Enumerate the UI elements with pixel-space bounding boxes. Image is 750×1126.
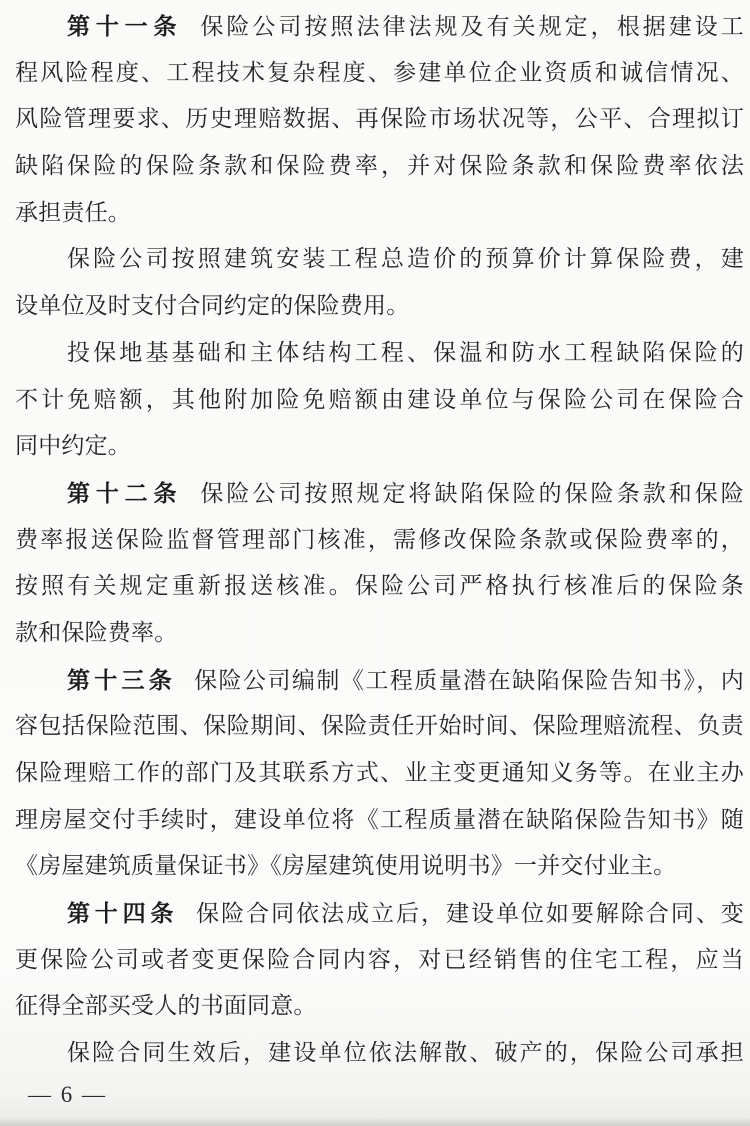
article-number: 第十二条 (67, 479, 183, 506)
line-text: 《房屋建筑质量保证书》《房屋建筑使用说明书》一并交付业主。 (15, 853, 677, 879)
line-text: 风险管理要求、历史理赔数据、再保险市场状况等，公平、合理拟订 (15, 106, 744, 132)
line-text: 保险公司按照规定将缺陷保险的保险条款和保险 (200, 480, 745, 506)
line-text: 更保险公司或者变更保险合同内容，对已经销售的住宅工程，应当 (15, 946, 744, 972)
text-line (15, 983, 744, 1030)
text-line (15, 797, 744, 844)
text-line (15, 563, 744, 610)
text-line (15, 470, 744, 517)
text-line (15, 843, 744, 890)
line-text: 承担责任。 (15, 199, 131, 225)
document-body (15, 3, 744, 1077)
text-line (15, 423, 744, 470)
text-line (15, 703, 744, 750)
line-text: 投保地基基础和主体结构工程、保温和防水工程缺陷保险的 (67, 339, 744, 365)
text-line (15, 610, 744, 657)
page-number: — 6 — (28, 1082, 107, 1107)
text-line (15, 750, 744, 797)
text-line (15, 1030, 744, 1077)
line-text: 缺陷保险的保险条款和保险费率，并对保险条款和保险费率依法 (15, 153, 744, 179)
text-line (15, 3, 744, 50)
line-text: 款和保险费率。 (15, 619, 178, 645)
line-text: 程风险程度、工程技术复杂程度、参建单位企业资质和诚信情况、 (15, 59, 744, 85)
line-text: 容包括保险范围、保险期间、保险责任开始时间、保险理赔流程、负责 (15, 713, 744, 739)
text-line (15, 190, 744, 237)
line-text: 保险理赔工作的部门及其联系方式、业主变更通知义务等。在业主办 (15, 760, 744, 785)
line-text: 保险公司按照建筑安装工程总造价的预算价计算保险费，建 (67, 246, 744, 272)
scan-shadow (0, 1117, 750, 1126)
article-number: 第十四条 (67, 900, 179, 927)
line-text: 理房屋交付手续时，建设单位将《工程质量潜在缺陷保险告知书》随 (15, 806, 744, 832)
line-text: 费率报送保险监督管理部门核准，需修改保险条款或保险费率的， (15, 526, 744, 552)
line-text: 保险公司编制《工程质量潜在缺陷保险告知书》，内 (194, 667, 744, 693)
line-text: 不计免赔额，其他附加险免赔额由建设单位与保险公司在保险合 (15, 386, 744, 412)
line-text: 保险合同依法成立后，建设单位如要解除合同、变 (196, 901, 744, 927)
text-line (15, 330, 744, 377)
text-line (15, 517, 744, 564)
text-line (15, 657, 744, 704)
line-text: 按照有关规定重新报送核准。保险公司严格执行核准后的保险条 (15, 573, 744, 599)
line-text: 征得全部买受人的书面同意。 (15, 993, 317, 1019)
line-text: 保险公司按照法律法规及有关规定，根据建设工 (200, 14, 745, 39)
text-line (15, 377, 744, 424)
text-line (15, 283, 744, 330)
article-number: 第十一条 (67, 13, 183, 39)
text-line (15, 236, 744, 283)
line-text: 同中约定。 (15, 433, 131, 459)
text-line (15, 50, 744, 97)
line-text: 保险合同生效后，建设单位依法解散、破产的，保险公司承担 (67, 1040, 744, 1066)
text-line (15, 937, 744, 984)
article-number: 第十三条 (67, 666, 177, 693)
line-text: 设单位及时支付合同约定的保险费用。 (15, 293, 410, 319)
text-line (15, 890, 744, 937)
text-line (15, 143, 744, 190)
text-line (15, 96, 744, 143)
